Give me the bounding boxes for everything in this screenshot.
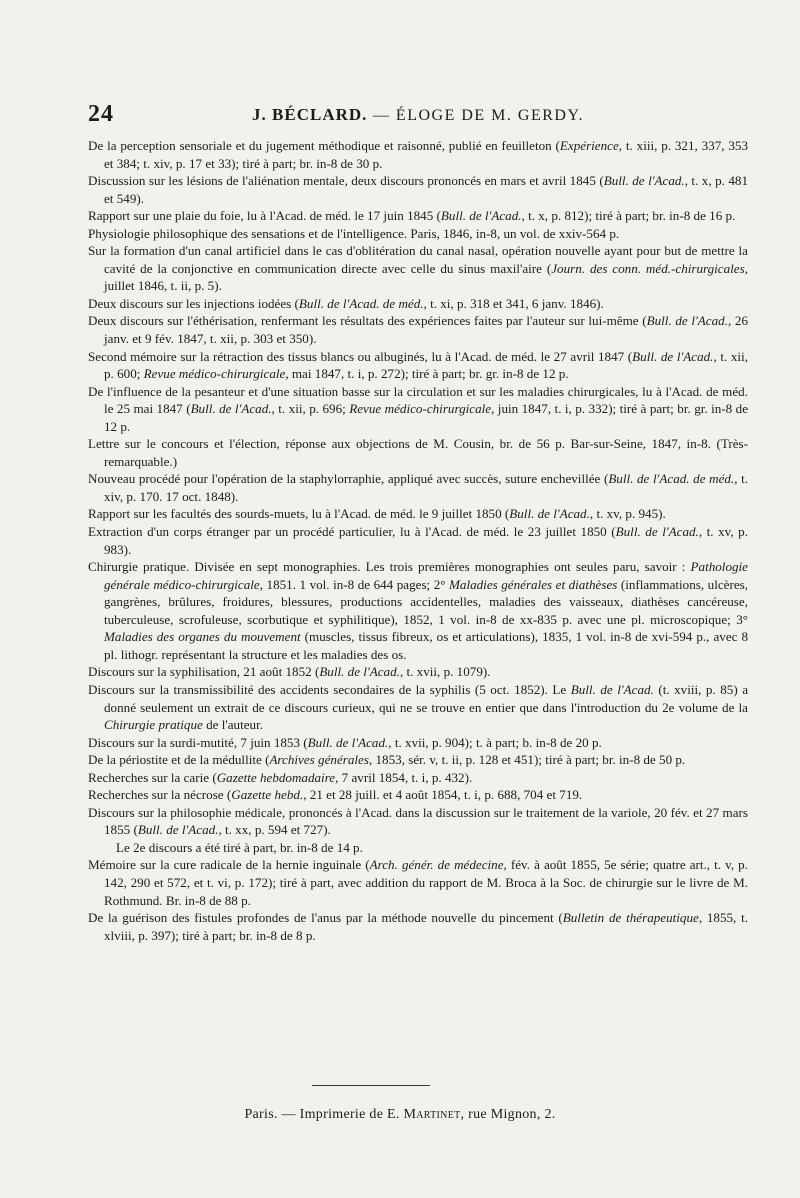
entry-citation-italic: Bull. de l'Acad. (137, 822, 219, 838)
entry-citation-italic: Bull. de l'Acad. (509, 506, 590, 522)
bibliography-entry (88, 909, 748, 944)
entry-text: , fév. à août 1855, 5e série; quatre art., t. v, p. 142, 290 et 572, et t. vi, p. 172); tiré à part, avec addition du rapport de M. Broca à la Soc. de chirurgie sur le livre de M. Rothmund. Br. in-8 de 88 p. (104, 857, 748, 908)
imprint-suffix: , rue Mignon, 2. (460, 1107, 556, 1122)
entry-text: , t. xv, p. 983). (104, 524, 748, 557)
entry-text: Deux discours sur l'éthérisation, renfermant les résultats des expériences faites par l'auteur sur lui-même ( (88, 313, 647, 329)
bibliography-list (88, 137, 748, 944)
entry-text: , juin 1847, t. i, p. 332); tiré à part; br. gr. in-8 de 12 p. (104, 401, 749, 434)
entry-citation-italic: Maladies générales et diathèses (449, 576, 618, 592)
entry-citation-italic: Bull. de l'Acad. (632, 348, 714, 364)
entry-text: Extraction d'un corps étranger par un procédé particulier, lu à l'Acad. de méd. le 23 juillet 1850 ( (88, 524, 616, 540)
entry-text: , mai 1847, t. i, p. 272); tiré à part; br. gr. in-8 de 12 p. (285, 366, 569, 382)
entry-text: (muscles, tissus fibreux, os et articulations), 1835, 1 vol. in-8 de xvi-594 p., avec 8 pl. lithogr. représentant la structure et les maladies des os. (104, 629, 748, 662)
entry-citation-italic: Chirurgie pratique (104, 717, 203, 733)
entry-text: De l'influence de la pesanteur et d'une situation basse sur la circulation et sur les maladies chirurgicales, lu à l'Acad. de méd. le 25 mai 1847 ( (88, 383, 748, 417)
entry-text: , 7 avril 1854, t. i, p. 432). (335, 769, 473, 785)
entry-text: , t. xii, p. 600; (104, 348, 748, 382)
entry-text: Second mémoire sur la rétraction des tissus blancs ou albuginés, lu à l'Acad. de méd. le 27 avril 1847 ( (88, 348, 633, 364)
entry-text: Le 2e discours a été tiré à part, br. in-8 de 14 p. (116, 839, 363, 855)
page-number: 24 (88, 101, 114, 127)
bibliography-entry (88, 225, 748, 243)
entry-text: , t. x, p. 481 et 549). (104, 173, 749, 206)
bibliography-entry (88, 523, 748, 558)
entry-citation-italic: Gazette hebdomadaire (216, 769, 336, 785)
entry-text: De la périostite et de la médullite ( (88, 752, 270, 768)
entry-citation-italic: Journ. des conn. méd.-chirurgicales (551, 260, 745, 276)
entry-text: , t. xvii, p. 904); t. à part; b. in-8 de 20 p. (388, 734, 602, 750)
entry-citation-italic: Archives générales (269, 752, 369, 768)
entry-text: , t. xv, p. 945). (589, 506, 666, 522)
entry-citation-italic: Bull. de l'Acad. (307, 734, 389, 750)
bibliography-entry (88, 558, 748, 663)
entry-text: , t. xx, p. 594 et 727). (218, 822, 331, 838)
entry-text: , 26 janv. et 9 fév. 1847, t. xii, p. 303 et 350). (104, 313, 748, 347)
bibliography-entry (88, 505, 748, 523)
bibliography-entry (88, 751, 748, 769)
bibliography-entry (88, 470, 748, 505)
entry-citation-italic: Gazette hebd. (231, 787, 304, 803)
bibliography-entry (88, 172, 748, 207)
entry-text: Lettre sur le concours et l'élection, réponse aux objections de M. Cousin, br. de 56 p. Bar-sur-Seine, 1847, in-8. (Très-remarquable.) (88, 436, 748, 469)
entry-text: (t. xviii, p. 85) a donné seulement un extrait de ce discours curieux, qui ne se trouve en entier que dans l'introduction du 2e volume de la (104, 681, 749, 715)
entry-text: Discours sur la philosophie médicale, prononcés à l'Acad. dans la discussion sur le traitement de la variole, 20 fév. et 27 mars 1855 ( (88, 804, 748, 838)
footer-rule (312, 1085, 430, 1086)
entry-citation-italic: Bull. de l'Acad. (190, 401, 272, 417)
entry-citation-italic: Revue médico-chirurgicale (349, 401, 492, 417)
entry-text: Recherches sur la carie ( (88, 769, 217, 785)
entry-text: , t. xii, p. 696; (271, 401, 350, 417)
entry-citation-italic: Arch. génér. de médecine (369, 857, 504, 873)
entry-citation-italic: Bull. de l'Acad. (603, 173, 685, 189)
entry-text: , 21 et 28 juill. et 4 août 1854, t. i, p. 688, 704 et 719. (303, 787, 583, 803)
entry-text: Nouveau procédé pour l'opération de la staphylorraphie, appliqué avec succès, suture enchevillée ( (88, 471, 609, 487)
entry-text: , t. xi, p. 318 et 341, 6 janv. 1846). (423, 295, 604, 311)
title-text: ÉLOGE DE M. GERDY. (395, 107, 584, 124)
bibliography-entry (88, 856, 748, 909)
imprint-prefix: Paris. — Imprimerie de E. (244, 1107, 404, 1122)
entry-text: Discours sur la syphilisation, 21 août 1852 ( (88, 664, 320, 680)
entry-citation-italic: Bull. de l'Acad. (646, 313, 728, 329)
entry-text: Discussion sur les lésions de l'aliénation mentale, deux discours prononcés en mars et avril 1845 ( (88, 173, 604, 189)
entry-citation-italic: Bull. de l'Acad. (440, 208, 522, 224)
entry-citation-italic: Expérience, (559, 138, 623, 153)
entry-citation-italic: Revue médico-chirurgicale (143, 366, 286, 382)
entry-text: , juillet 1846, t. ii, p. 5). (104, 260, 748, 294)
bibliography-entry (88, 786, 748, 804)
entry-text: Physiologie philosophique des sensations et de l'intelligence. Paris, 1846, in-8, un vol. de xxiv-564 p. (88, 225, 620, 241)
printer-imprint (0, 1107, 800, 1123)
bibliography-entry (88, 137, 748, 172)
bibliography-entry (88, 663, 748, 681)
running-title (88, 105, 748, 125)
entry-text: Discours sur la surdi-mutité, 7 juin 1853 ( (88, 734, 308, 750)
imprint-name: Martinet (403, 1107, 461, 1122)
entry-text: De la guérison des fistules profondes de l'anus par la méthode nouvelle du pincement ( (88, 910, 563, 926)
entry-text: , t. xiv, p. 170. 17 oct. 1848). (104, 471, 748, 504)
bibliography-entry (88, 312, 748, 347)
bibliography-entry (88, 681, 748, 734)
entry-citation-italic: Maladies des organes du mouvement (104, 629, 301, 645)
bibliography-entry (88, 769, 748, 787)
entry-text: Mémoire sur la cure radicale de la hernie inguinale ( (88, 857, 370, 873)
bibliography-entry (88, 383, 748, 436)
entry-text: , 1851. 1 vol. in-8 de 644 pages; 2° (259, 576, 449, 592)
entry-citation-italic: Bull. de l'Acad. (570, 681, 654, 697)
entry-citation-italic: Bull. de l'Acad. de méd. (298, 295, 424, 311)
entry-text: , t. xvii, p. 1079). (399, 664, 491, 680)
bibliography-entry (88, 804, 748, 839)
entry-citation-italic: Bull. de l'Acad. (319, 664, 400, 680)
entry-text: Rapport sur les facultés des sourds-muets, lu à l'Acad. de méd. le 9 juillet 1850 ( (88, 506, 510, 522)
entry-text: Chirurgie pratique. Divisée en sept monographies. Les trois premières monographies ont seules paru, savoir : (88, 559, 691, 575)
bibliography-entry (88, 242, 748, 295)
running-header (88, 101, 748, 131)
bibliography-entry (88, 435, 748, 470)
bibliography-entry (88, 207, 748, 225)
entry-text: Sur la formation d'un canal artificiel dans le cas d'oblitération du canal nasal, opération nouvelle ayant pour but de mettre la cavité de la conjonctive en communication directe avec celle du sinus maxil'aire ( (88, 243, 748, 276)
entry-citation-italic: Bulletin de thérapeutique (562, 910, 699, 926)
author-name: J. BÉCLARD. (252, 105, 368, 124)
entry-text: Rapport sur une plaie du foie, lu à l'Acad. de méd. le 17 juin 1845 ( (88, 208, 441, 224)
entry-text: t. xiii, p. 321, 337, 353 et 384; t. xiv, p. 17 et 33); tiré à part; br. in-8 de 30 p. (104, 138, 748, 171)
entry-text: Discours sur la transmissibilité des accidents secondaires de la syphilis (5 oct. 1852). Le (88, 681, 571, 697)
entry-text: Recherches sur la nécrose ( (88, 787, 232, 803)
bibliography-entry (88, 839, 748, 857)
entry-text: Deux discours sur les injections iodées ( (88, 295, 299, 311)
bibliography-entry (88, 295, 748, 313)
entry-citation-italic: Bull. de l'Acad. de méd. (608, 471, 735, 487)
entry-citation-italic: Pathologie générale médico-chirurgicale (104, 559, 748, 592)
entry-text: , 1853, sér. v, t. ii, p. 128 et 451); tiré à part; br. in-8 de 50 p. (368, 752, 686, 768)
entry-text: De la perception sensoriale et du jugement méthodique et raisonné, publié en feuilleton ( (88, 138, 560, 153)
entry-text: (inflammations, ulcères, gangrènes, brûlures, froidures, blessures, productions accidentelles, maladies des vaisseaux, diathèses cancéreuse, tuberculeuse, scrofuleuse, scorbutique et syphilitique), 1852, 1 vol. in-8 de xx-835 p. avec une pl. microscopique; 3° (104, 576, 749, 627)
entry-text: de l'auteur. (202, 717, 263, 733)
entry-text: , t. x, p. 812); tiré à part; br. in-8 de 16 p. (521, 208, 736, 224)
bibliography-entry (88, 734, 748, 752)
title-separator: — (372, 107, 391, 124)
entry-citation-italic: Bull. de l'Acad. (615, 524, 699, 540)
entry-text: , 1855, t. xlviii, p. 397); tiré à part; br. in-8 de 8 p. (104, 910, 748, 943)
bibliography-entry (88, 348, 748, 383)
